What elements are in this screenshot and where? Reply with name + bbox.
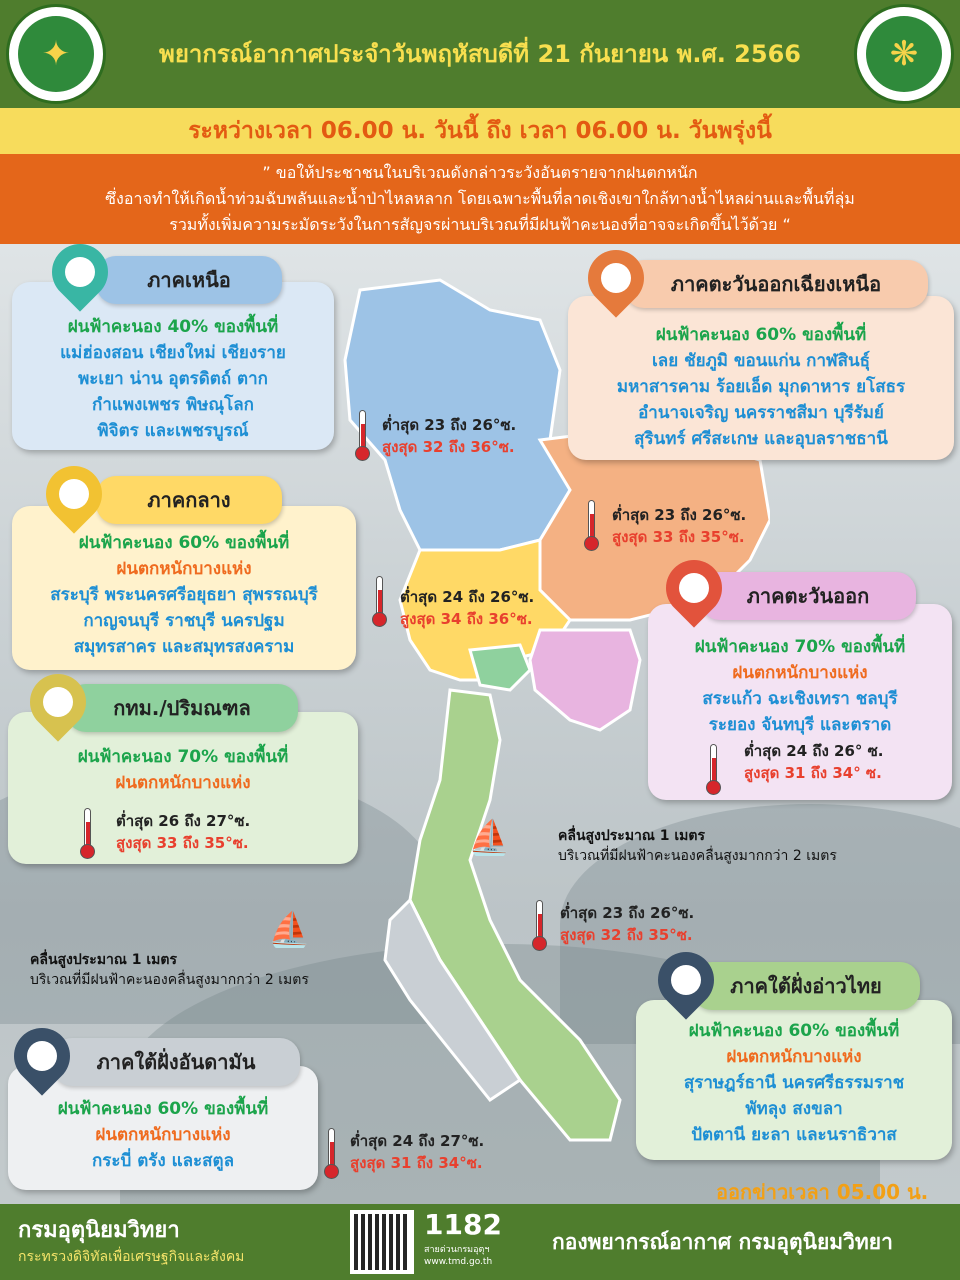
rain-chance: ฝนฟ้าคะนอง 70% ของพื้นที่ [77, 747, 289, 767]
thermometer-icon [706, 744, 720, 794]
heavy-rain: ฝนตกหนักบางแห่ง [95, 1125, 231, 1145]
province-list: ปัตตานี ยะลา และนราธิวาส [691, 1125, 897, 1145]
temp-high: สูงสุด 33 ถึง 35°ซ. [612, 528, 745, 546]
province-list: สระแก้ว ฉะเชิงเทรา ชลบุรี [702, 689, 898, 709]
temp-high: สูงสุด 33 ถึง 35°ซ. [116, 834, 249, 852]
sailboat-icon: ⛵ [268, 910, 311, 950]
province-list: มหาสารคาม ร้อยเอ็ด มุกดาหาร ยโสธร [616, 377, 906, 397]
heavy-rain: ฝนตกหนักบางแห่ง [726, 1047, 862, 1067]
heavy-rain: ฝนตกหนักบางแห่ง [116, 559, 252, 579]
region-card-northeast [568, 296, 954, 460]
temp-east [744, 740, 883, 784]
temp-north [382, 414, 516, 458]
thermometer-icon [372, 576, 386, 626]
thermometer-icon [532, 900, 546, 950]
wave-detail: บริเวณที่มีฝนฟ้าคะนองคลื่นสูงมากกว่า 2 เมตร [558, 848, 837, 864]
province-list: สุรินทร์ ศรีสะเกษ และอุบลราชธานี [634, 429, 888, 449]
issued-time: ออกข่าวเวลา 05.00 น. [716, 1180, 929, 1204]
header-bar [0, 0, 960, 108]
province-list: สมุทรสาคร และสมุทรสงคราม [73, 637, 295, 657]
province-list: พัทลุง สงขลา [745, 1099, 843, 1119]
map-region-east [530, 630, 640, 730]
sailboat-icon: ⛵ [468, 818, 511, 858]
temp-low: ต่ำสุด 23 ถึง 26°ซ. [560, 904, 695, 922]
temp-high: สูงสุด 31 ถึง 34°ซ. [350, 1154, 483, 1172]
rain-chance: ฝนฟ้าคะนอง 60% ของพื้นที่ [78, 533, 290, 553]
temp-low: ต่ำสุด 23 ถึง 26°ซ. [382, 416, 517, 434]
rain-chance: ฝนฟ้าคะนอง 70% ของพื้นที่ [694, 637, 906, 657]
thermometer-icon [80, 808, 94, 858]
region-title-south-gulf: ภาคใต้ฝั่งอ่าวไทย [692, 962, 920, 1010]
region-card-central [12, 506, 356, 670]
province-list: ระยอง จันทบุรี และตราด [708, 715, 892, 735]
temp-south-gulf [560, 902, 694, 946]
province-list: กระบี่ ตรัง และสตูล [92, 1151, 234, 1171]
region-card-south-gulf [636, 1000, 952, 1160]
region-title-bangkok: กทม./ปริมณฑล [66, 684, 298, 732]
province-list: พิจิตร และเพชรบูรณ์ [97, 421, 249, 441]
heavy-rain: ฝนตกหนักบางแห่ง [115, 773, 251, 793]
region-title-south-andaman: ภาคใต้ฝั่งอันดามัน [52, 1038, 300, 1086]
rain-chance: ฝนฟ้าคะนอง 60% ของพื้นที่ [57, 1099, 269, 1119]
region-title-northeast: ภาคตะวันออกเฉียงเหนือ [624, 260, 928, 308]
heavy-rain: ฝนตกหนักบางแห่ง [732, 663, 868, 683]
forecast-division: กองพยากรณ์อากาศ กรมอุตุนิยมวิทยา [552, 1230, 893, 1254]
temp-northeast [612, 504, 746, 548]
province-list: พะเยา น่าน อุตรดิตถ์ ตาก [78, 369, 268, 389]
temp-south-andaman [350, 1130, 484, 1174]
forecast-period: ระหว่างเวลา 06.00 น. วันนี้ ถึง เวลา 06.00 น. วันพรุ่งนี้ [0, 108, 960, 154]
website-link[interactable]: www.tmd.go.th [424, 1257, 493, 1267]
hotline-number[interactable]: 1182 [424, 1208, 502, 1241]
wave-detail: บริเวณที่มีฝนฟ้าคะนองคลื่นสูงมากกว่า 2 เมตร [30, 972, 309, 988]
region-title-north: ภาคเหนือ [96, 256, 282, 304]
temp-low: ต่ำสุด 24 ถึง 27°ซ. [350, 1132, 485, 1150]
wave-height: คลื่นสูงประมาณ 1 เมตร [30, 952, 178, 968]
temp-low: ต่ำสุด 26 ถึง 27°ซ. [116, 812, 251, 830]
province-list: เลย ชัยภูมิ ขอนแก่น กาฬสินธุ์ [651, 351, 870, 371]
qr-code[interactable] [350, 1210, 414, 1274]
warning-line: ซึ่งอาจทำให้เกิดน้ำท่วมฉับพลันและน้ำป่าไหลหลาก โดยเฉพาะพื้นที่ลาดเชิงเขาใกล้ทางน้ำไหลผ่านและพื้นที่ลุ่ม [105, 189, 855, 208]
temp-high: สูงสุด 32 ถึง 35°ซ. [560, 926, 693, 944]
province-list: กาญจนบุรี ราชบุรี นครปฐม [83, 611, 285, 631]
thermometer-icon [324, 1128, 338, 1178]
thermometer-icon [584, 500, 598, 550]
province-list: แม่ฮ่องสอน เชียงใหม่ เชียงราย [60, 343, 286, 363]
temp-high: สูงสุด 32 ถึง 36°ซ. [382, 438, 515, 456]
wave-height: คลื่นสูงประมาณ 1 เมตร [558, 828, 706, 844]
thermometer-icon [355, 410, 369, 460]
temp-low: ต่ำสุด 23 ถึง 26°ซ. [612, 506, 747, 524]
ministry-name: กระทรวงดิจิทัลเพื่อเศรษฐกิจและสังคม [18, 1249, 245, 1265]
warning-banner [0, 154, 960, 244]
rain-chance: ฝนฟ้าคะนอง 60% ของพื้นที่ [688, 1021, 900, 1041]
temp-low: ต่ำสุด 24 ถึง 26° ซ. [744, 742, 884, 760]
temp-high: สูงสุด 31 ถึง 34° ซ. [744, 764, 882, 782]
rain-chance: ฝนฟ้าคะนอง 40% ของพื้นที่ [67, 317, 279, 337]
temp-low: ต่ำสุด 24 ถึง 26°ซ. [400, 588, 535, 606]
tmd-logo: ❋ [854, 4, 954, 104]
hotline-caption [424, 1244, 492, 1268]
map-region-bangkok [470, 645, 530, 690]
warning-line: ” ขอให้ประชาชนในบริเวณดังกล่าวระวังอันตรายจากฝนตกหนัก [262, 163, 698, 182]
footer-bar [0, 1204, 960, 1280]
wave-info-andaman [30, 950, 309, 990]
page-title: พยากรณ์อากาศประจำวันพฤหัสบดีที่ 21 กันยายน พ.ศ. 2566 [159, 40, 801, 68]
province-list: สระบุรี พระนครศรีอยุธยา สุพรรณบุรี [50, 585, 318, 605]
temp-bangkok [116, 810, 250, 854]
warning-line: รวมทั้งเพิ่มความระมัดระวังในการสัญจรผ่านบริเวณที่มีฝนฟ้าคะนองที่อาจจะเกิดขึ้นไว้ด้วย “ [169, 215, 791, 234]
region-title-central: ภาคกลาง [96, 476, 282, 524]
region-title-east: ภาคตะวันออก [700, 572, 916, 620]
temp-central [400, 586, 534, 630]
region-card-north [12, 282, 334, 450]
hotline-label: สายด่วนกรมอุตุฯ [424, 1245, 490, 1255]
department-name: กรมอุตุนิยมวิทยา [18, 1218, 180, 1243]
province-list: กำแพงเพชร พิษณุโลก [92, 395, 254, 415]
ministry-logo: ✦ [6, 4, 106, 104]
wave-info-gulf [558, 826, 837, 866]
province-list: สุราษฎร์ธานี นครศรีธรรมราช [683, 1073, 905, 1093]
rain-chance: ฝนฟ้าคะนอง 60% ของพื้นที่ [655, 325, 867, 345]
temp-high: สูงสุด 34 ถึง 36°ซ. [400, 610, 533, 628]
province-list: อำนาจเจริญ นครราชสีมา บุรีรัมย์ [638, 403, 884, 423]
